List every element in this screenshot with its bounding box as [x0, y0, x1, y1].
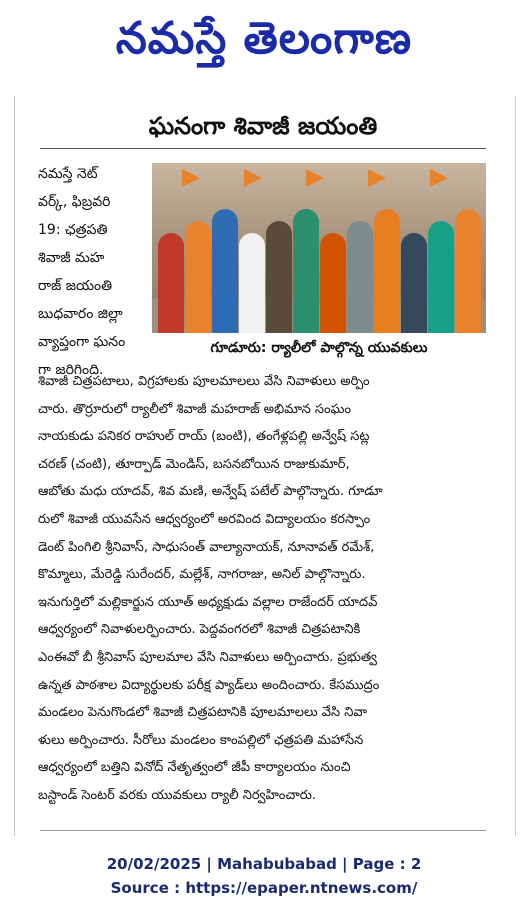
photo-person — [428, 221, 454, 333]
article-line: నాయకుడు పనికర రాహుల్ రాయ్ (బంటి), తంగేళ్లపల్లి అన్వేష్ సట్ల — [38, 429, 370, 445]
photo-person — [401, 233, 427, 333]
photo-person — [374, 209, 400, 333]
article-line: చారు. తొర్రూరులో ర్యాలీలో శివాజీ మహరాజ్ అభిమాన సంఘం — [38, 401, 351, 417]
article-line: ఆధ్వర్యంలో నివాళులర్పించారు. పెద్దవంగరలో శివాజీ చిత్రపటానికి — [38, 622, 361, 638]
article-body — [38, 368, 490, 810]
photo-person — [347, 221, 373, 333]
article-line: ఉన్నత పాఠశాల విద్యార్థులకు పరీక్ష ప్యాడ్‌లు అందించారు. కేసముద్రం — [38, 677, 380, 693]
source-footer — [0, 852, 528, 900]
photo-person — [455, 209, 481, 333]
photo-person — [239, 233, 265, 333]
saffron-flag — [430, 169, 448, 199]
article-line: శివాజీ చిత్రపటాలు, విగ్రహాలకు పూలమాలలు వేసి నివాళులు అర్పిం — [38, 374, 370, 389]
article-line: ఎంఈవో బీ శ్రీనివాస్ పూలమాల వేసి నివాళులు అర్పించారు. ప్రభుత్వ — [38, 649, 378, 665]
article-line: చరణ్ (చంటి), తూర్పాడ్ మెండిస్, బసనబోయిన రాజుకుమార్, — [38, 456, 350, 472]
newspaper-logo: నమస్తే తెలంగాణ — [115, 13, 413, 64]
rally-photo — [152, 163, 486, 333]
footer-date-edition: 20/02/2025 | Mahabubabad | Page : 2 — [106, 855, 422, 873]
photo-person — [266, 221, 292, 333]
article-intro: నమస్తే నెట్ వర్క్, ఫిబ్రవరి 19: ఛత్రపతి శివాజీ మహ రాజ్ జయంతి బుధవారం జిల్లా వ్యాప్తంగా ఘనం గా జరిగింది. — [38, 166, 126, 378]
saffron-flag — [244, 169, 262, 199]
photo-person — [212, 209, 238, 333]
article-line: డెంట్ పింగిలి శ్రీనివాస్, సాధుసంత్ వాల్యానాయక్, నూనావత్ రమేశ్, — [38, 539, 375, 555]
photo-caption: గూడూరు: ర్యాలీలో పాల్గొన్న యువకులు — [210, 339, 428, 356]
photo-person — [158, 233, 184, 333]
saffron-flag — [306, 169, 324, 199]
headline-divider — [40, 148, 486, 149]
saffron-flag — [182, 169, 200, 199]
article-line: కొమ్మాలు, మేరెడ్డి సురేందర్, మల్లేశ్, నాగరాజు, అనిల్ పాల్గొన్నారు. — [38, 567, 366, 583]
saffron-flag — [368, 169, 386, 199]
clipping-bottom-rule — [40, 830, 486, 831]
article-headline: ఘనంగా శివాజీ జయంతి — [148, 112, 378, 140]
photo-person — [185, 221, 211, 333]
photo-person — [320, 233, 346, 333]
article-line: ఇనుగుర్తిలో మల్లికార్జున యూత్ అధ్యక్షుడు వల్లాల రాజేందర్ యాదవ్ — [38, 594, 378, 610]
article-line: రులో శివాజీ యువసేన ఆధ్వర్యంలో అరవింద విద్యాలయం కరస్పాం — [38, 511, 371, 527]
article-line: బస్టాండ్ సెంటర్ వరకు యువకులు ర్యాలీ నిర్వహించారు. — [38, 787, 317, 803]
footer-source-link[interactable]: Source : https://epaper.ntnews.com/ — [110, 879, 418, 897]
article-line: ఆధ్వర్యంలో బత్తిని వినోద్ నేతృత్వంలో జీపీ కార్యాలయం నుంచి — [38, 760, 351, 776]
article-line: మండలం పెనుగొండలో శివాజీ చిత్రపటానికి పూలమాలలు వేసి నివా — [38, 705, 368, 721]
article-line: ళులు అర్పించారు. సీరోలు మండలం కాంపల్లిలో ఛత్రపతి మహాసేన — [38, 732, 364, 748]
masthead — [0, 0, 528, 88]
photo-person — [293, 209, 319, 333]
article-line: ఆబోతు మధు యాదవ్, శివ మణి, అన్వేష్ పటేల్ పాల్గొన్నారు. గూడూ — [38, 484, 383, 500]
